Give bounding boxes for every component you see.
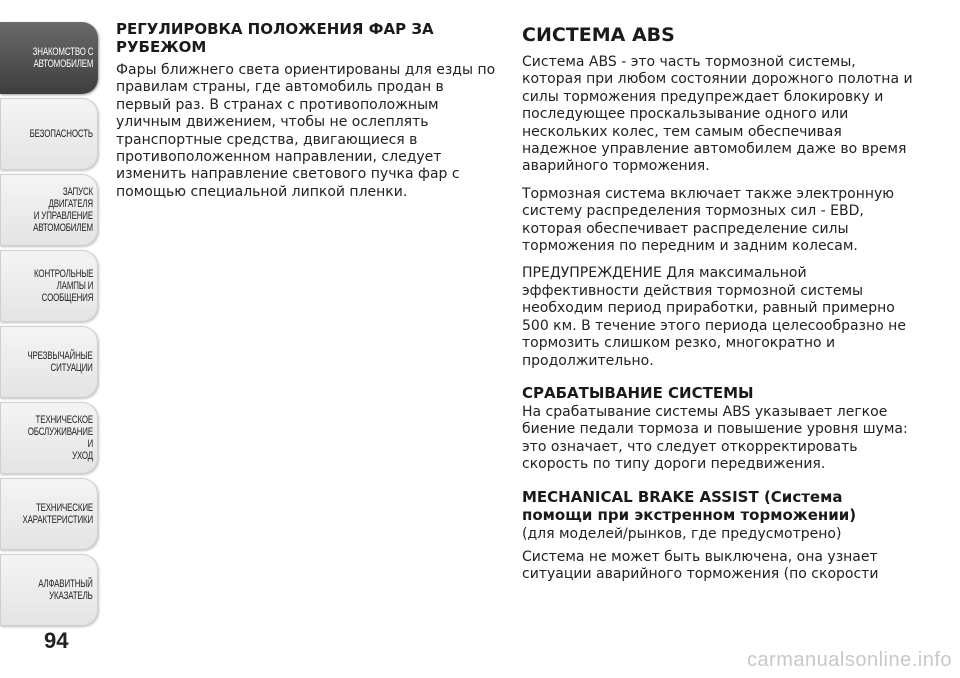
tab-label: КОНТРОЛЬНЫЕ ЛАМПЫ И СООБЩЕНИЯ: [33, 268, 93, 304]
tab-label: ТЕХНИЧЕСКОЕ ОБСЛУЖИВАНИЕ И УХОД: [27, 414, 93, 462]
watermark: carmanualsonline.info: [746, 649, 952, 671]
tab-label: ЧРЕЗВЫЧАЙНЫЕ СИТУАЦИИ: [27, 350, 93, 374]
abs-heading: СИСТЕМА ABS: [522, 24, 675, 46]
tab-label: ЗНАКОМСТВО С АВТОМОБИЛЕМ: [32, 46, 93, 70]
right-column: [522, 20, 914, 594]
tab-label: ТЕХНИЧЕСКИЕ ХАРАКТЕРИСТИКИ: [22, 502, 93, 526]
ebd-description: Тормозная система включает также электронную систему распределения тормозных сил - EBD, которая обеспечивает распределение силы торможения по передним и задним колесам.: [522, 185, 895, 255]
tab-getting-to-know-car[interactable]: [0, 22, 98, 94]
tab-warning-lights[interactable]: [0, 250, 98, 322]
tab-label: БЕЗОПАСНОСТЬ: [29, 128, 93, 140]
abs-description: Система ABS - это часть тормозной системы, которая при любом состоянии дорожного полотна и силы торможения предупреждает блокировку и последующее проскальзывание одного или нескольких колес, тем самым обеспечивая надежное управление автомобилем даже во время аварийного торможения.: [522, 54, 913, 175]
tab-safety[interactable]: [0, 98, 98, 170]
tab-technical-specs[interactable]: [0, 478, 98, 550]
tab-label: АЛФАВИТНЫЙ УКАЗАТЕЛЬ: [38, 578, 93, 602]
brake-assist-text: Система не может быть выключена, она узнает ситуации аварийного торможения (по скорости: [522, 548, 879, 583]
tab-label: ЗАПУСК ДВИГАТЕЛЯ И УПРАВЛЕНИЕ АВТОМОБИЛЕМ: [33, 186, 93, 234]
headlight-adjustment-text: Фары ближнего света ориентированы для езды по правилам страны, где автомобиль продан в первый раз. В странах с противоположным уличным движением, чтобы не ослеплять транспортные средства, двигающиеся в противоположенном направлении, следует изменить направление светового пучка фар с помощью специальной липкой пленки.: [116, 62, 496, 200]
tab-maintenance[interactable]: [0, 402, 98, 474]
headlight-adjustment-heading: РЕГУЛИРОВКА ПОЛОЖЕНИЯ ФАР ЗА РУБЕЖОМ: [116, 20, 434, 56]
system-activation-text: На срабатывание системы ABS указывает легкое биение педали тормоза и повышение уровня шума: это означает, что следует откорректировать скорость по типу дороги передвижения.: [522, 403, 908, 473]
warning-note: ПРЕДУПРЕЖДЕНИЕ Для максимальной эффективности действия тормозной системы необходим период приработки, равный примерно 500 км. В течение этого периода целесообразно не тормозить слишком резко, многократно и продолжительно.: [522, 265, 906, 369]
tab-index[interactable]: [0, 554, 98, 626]
page-number: 94: [44, 628, 69, 653]
tab-starting-and-driving[interactable]: [0, 174, 98, 246]
brake-assist-heading: MECHANICAL BRAKE ASSIST (Система помощи при экстренном торможении): [522, 487, 857, 524]
system-activation-heading: СРАБАТЫВАНИЕ СИСТЕМЫ: [522, 383, 754, 402]
left-column: [116, 20, 498, 211]
brake-assist-availability: (для моделей/рынков, где предусмотрено): [522, 525, 842, 542]
tab-emergencies[interactable]: [0, 326, 98, 398]
